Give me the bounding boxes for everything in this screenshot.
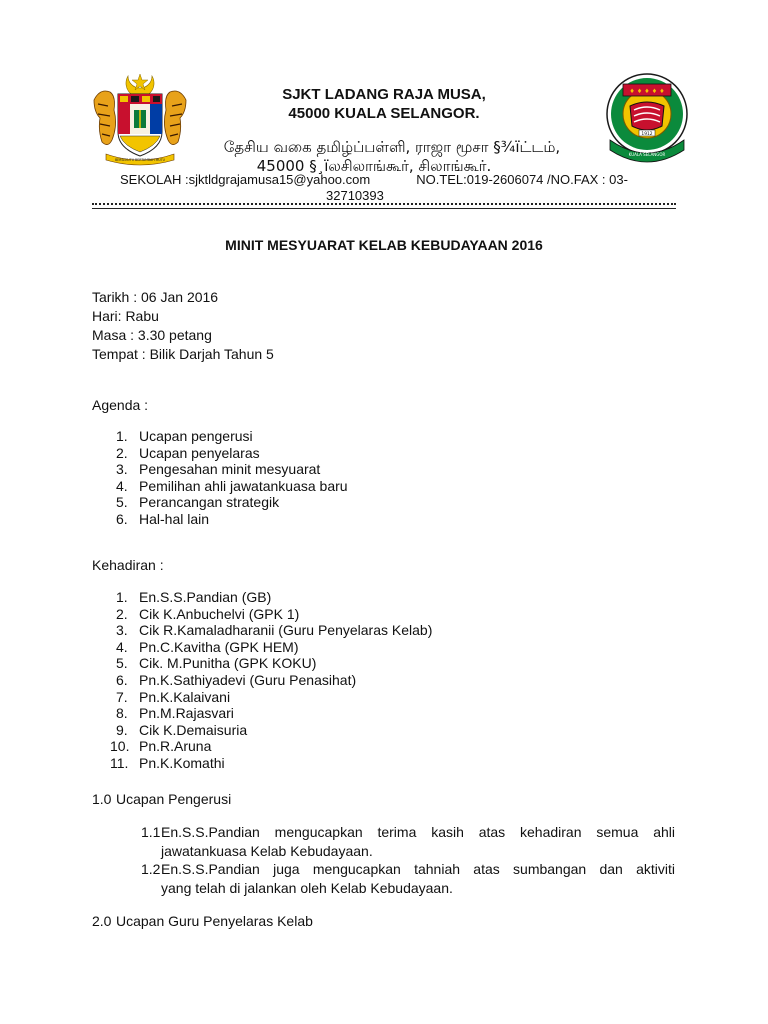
meeting-date: Tarikh : 06 Jan 2016 (92, 289, 219, 305)
list-item: 2. Cik K.Anbuchelvi (GPK 1) (116, 605, 300, 622)
school-name-line2: 45000 KUALA SELANGOR. (288, 105, 480, 122)
section-number: 1.2 (141, 861, 161, 877)
section-1-1-paragraph: 1.1 En.S.S.Pandian mengucapkan terima kasih atas kehadiran semua ahli jawatankuasa Kelab Kebudayaan. (141, 824, 675, 859)
list-item: 3. Cik R.Kamaladharanii (Guru Penyelaras Kelab) (116, 622, 433, 639)
attendance-list (110, 589, 433, 772)
agenda-list (116, 428, 348, 528)
meeting-day: Hari: Rabu (92, 308, 159, 324)
tamil-name-line2: 45000 §¸ïலசிலாங்கூர், சிலாங்கூர். (256, 157, 492, 175)
list-item: 2. Ucapan penyelaras (116, 444, 260, 461)
agenda-label: Agenda : (92, 397, 149, 413)
contact-fax-continuation: 32710393 (326, 188, 384, 203)
list-item: 10. Pn.R.Aruna (110, 738, 212, 755)
list-item: 6. Pn.K.Sathiyadevi (Guru Penasihat) (116, 671, 357, 688)
svg-text:♦ ♦ ♦ ♦ ♦: ♦ ♦ ♦ ♦ ♦ (629, 88, 665, 95)
document-title: MINIT MESYUARAT KELAB KEBUDAYAAN 2016 (225, 237, 543, 253)
meeting-place: Tempat : Bilik Darjah Tahun 5 (92, 346, 274, 362)
section-2-heading: 2.0 Ucapan Guru Penyelaras Kelab (92, 913, 313, 929)
list-item: 4. Pemilihan ahli jawatankuasa baru (116, 477, 348, 494)
school-name-line1: SJKT LADANG RAJA MUSA, (282, 86, 486, 103)
list-item: 9. Cik K.Demaisuria (116, 721, 248, 738)
section-1-2-paragraph: 1.2 En.S.S.Pandian juga mengucapkan tahniah atas sumbangan dan aktiviti yang telah di jalankan oleh Kelab Kebudayaan. (141, 861, 675, 896)
list-item: 1. Ucapan pengerusi (116, 428, 253, 444)
list-item: 8. Pn.M.Rajasvari (116, 705, 234, 722)
meeting-time: Masa : 3.30 petang (92, 327, 212, 343)
badge-year: 1912 (641, 132, 653, 137)
list-item: 4. Pn.C.Kavitha (GPK HEM) (116, 638, 299, 655)
contact-info (120, 172, 680, 204)
list-item: 11. Pn.K.Komathi (110, 754, 225, 771)
crest-motto: BERSEKUTU BERTAMBAH MUTU (114, 158, 166, 162)
list-item: 5. Cik. M.Punitha (GPK KOKU) (116, 655, 317, 672)
list-item: 1. En.S.S.Pandian (GB) (116, 589, 272, 605)
section-1-heading: 1.0 Ucapan Pengerusi (92, 791, 232, 807)
contact-tel-fax: NO.TEL:019-2606074 /NO.FAX : 03- (416, 172, 628, 187)
list-item: 6. Hal-hal lain (116, 510, 210, 527)
list-item: 7. Pn.K.Kalaivani (116, 688, 231, 705)
header-divider (92, 203, 676, 209)
contact-email: SEKOLAH :sjktldgrajamusa15@yahoo.com (120, 172, 371, 187)
badge-place: KUALA SELANGOR (628, 152, 666, 157)
attendance-label: Kehadiran : (92, 557, 164, 573)
section-number: 1.1 (141, 824, 161, 840)
list-item: 3. Pengesahan minit mesyuarat (116, 461, 321, 478)
list-item: 5. Perancangan strategik (116, 494, 280, 511)
meeting-details (92, 288, 274, 364)
tamil-name-line1: தேசிய வகை தமிழ்ப்பள்ளி, ராஜா மூசா §¾ïட்டம், (223, 138, 561, 156)
